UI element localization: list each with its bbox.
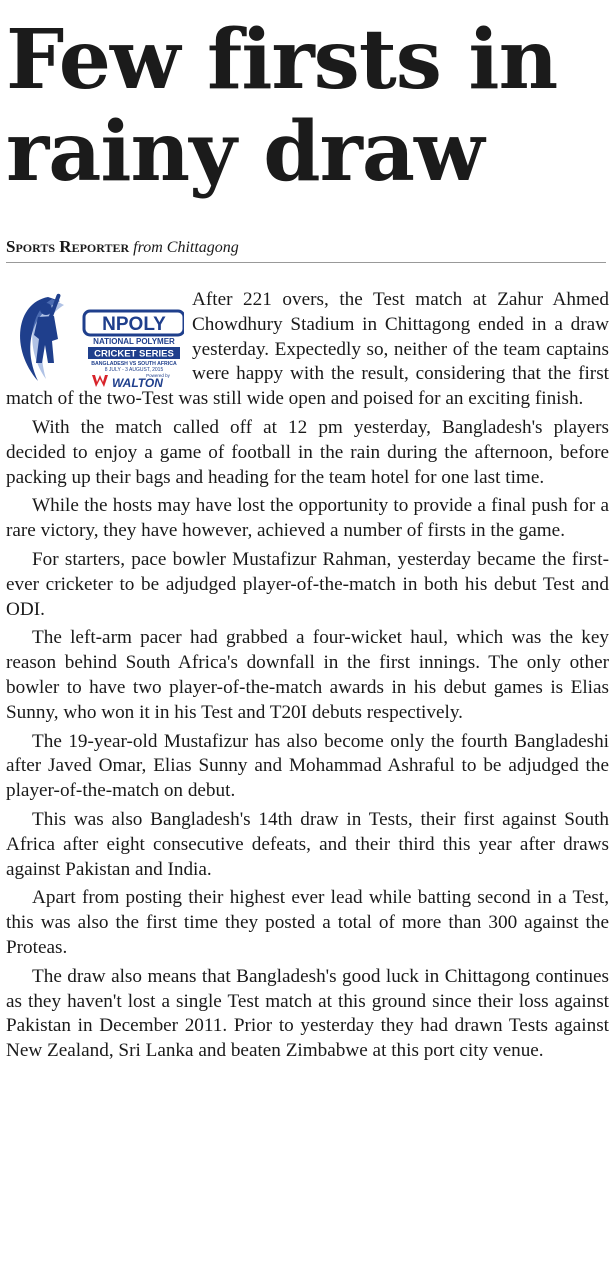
logo-powered: Powered by xyxy=(146,373,170,378)
paragraph-7: This was also Bangladesh's 14th draw in Tests, their first against South Africa after eight consecutive defeats, and their third this year after draws against Pakistan and India. xyxy=(6,808,609,880)
headline-line-2: rainy draw xyxy=(6,104,484,200)
byline-reporter: Sports Reporter xyxy=(6,237,130,256)
logo-line-1: NATIONAL POLYMER xyxy=(93,337,175,346)
paragraph-9: The draw also means that Bangladesh's good luck in Chittagong continues as they haven't lost a single Test match at this ground since their loss against Pakistan in December 2011. Prior to yesterday they had drawn Tests against New Zealand, Sri Lanka and beaten Zimbabwe at this port city venue. xyxy=(6,965,609,1062)
paragraph-8: Apart from posting their highest ever lead while batting second in a Test, this was also the first time they posted a total of more than 300 against the Proteas. xyxy=(6,887,609,958)
paragraph-1: After 221 overs, the Test match at Zahur Ahmed Chowdhury Stadium in Chittagong ended in a draw yesterday. Expectedly so, neither of the team captains were happy with the result, considering that the first match of the two-Test was still wide open and poised for an exciting finish. xyxy=(6,289,609,410)
paragraph-5: The left-arm pacer had grabbed a four-wicket haul, which was the key reason behind South Africa's downfall in the first innings. The only other bowler to have two player-of-the-match awards in his debut games is Elias Sunny, who won it in his Test and T20I debuts respectively. xyxy=(6,627,609,723)
logo-placeholder xyxy=(6,288,192,387)
logo-line-3: BANGLADESH VS SOUTH AFRICA xyxy=(91,361,177,367)
logo-line-4: 8 JULY - 3 AUGUST, 2015 xyxy=(104,367,164,373)
paragraph-4: For starters, pace bowler Mustafizur Rahman, yesterday became the first-ever cricketer to be adjudged player-of-the-match in both his debut Test and ODI. xyxy=(6,548,609,620)
byline xyxy=(6,237,239,257)
article-body xyxy=(6,288,609,1068)
paragraph-6: The 19-year-old Mustafizur has also become only the fourth Bangladeshi after Javed Omar, Elias Sunny and Mohammad Ashraful to be adjudged the player-of-the-match on debut. xyxy=(6,730,609,802)
byline-place: from Chittagong xyxy=(133,239,239,256)
headline-line-1: Few firsts in xyxy=(6,12,558,108)
headline xyxy=(6,14,606,198)
paragraph-3: While the hosts may have lost the opportunity to provide a final push for a rare victory, they have however, achieved a number of firsts in the game. xyxy=(6,495,609,542)
logo-sponsor: WALTON xyxy=(112,376,163,389)
logo-line-2: CRICKET SERIES xyxy=(94,348,174,360)
byline-divider xyxy=(6,262,606,263)
logo-brand: NPOLY xyxy=(102,314,166,335)
paragraph-2: With the match called off at 12 pm yesterday, Bangladesh's players decided to enjoy a game of football in the rain during the afternoon, before packing up their bags and heading for the team hotel for one last time. xyxy=(6,416,609,488)
